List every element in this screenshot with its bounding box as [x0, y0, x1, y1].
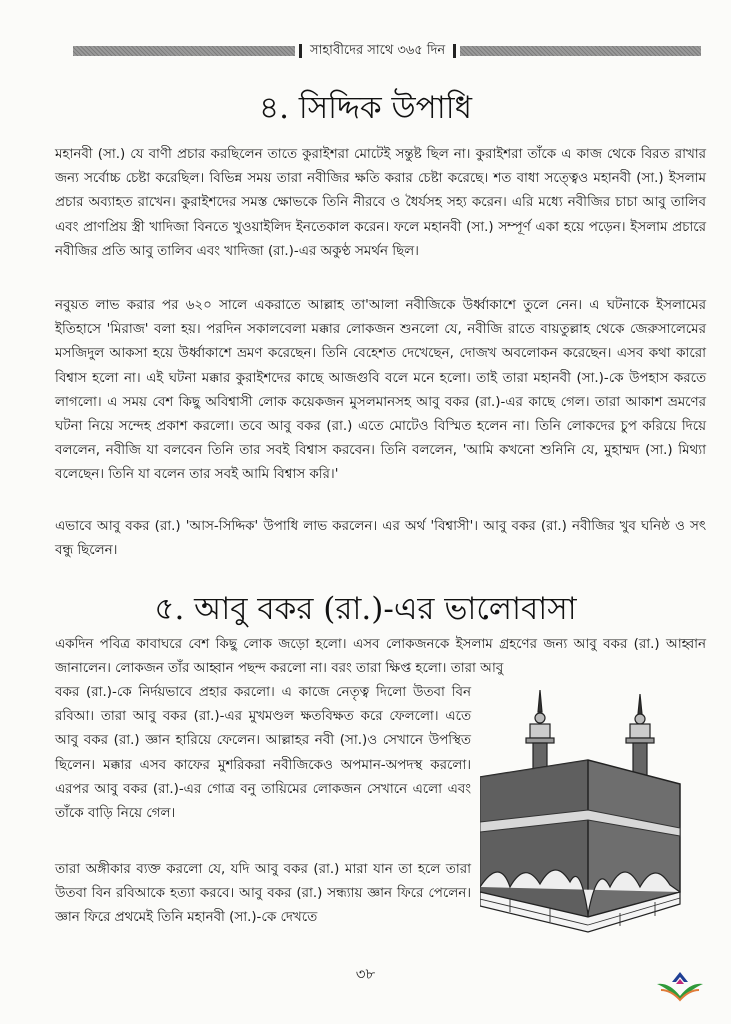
paragraph-wrapped: বকর (রা.)-কে নির্দয়ভাবে প্রহার করলো। এ কাজে নেতৃত্ব দিলো উতবা বিন রবিআ। তারা আবু বকর (রা.)-এর মুখমণ্ডল ক্ষতবিক্ষত করে ফেললো। এতে আবু বকর (রা.) জ্ঞান হারিয়ে ফেলেন। আল্লাহর নবী (সা.)ও সেখানে উপস্থিত ছিলেন। মক্কার এসব কাফের মুশরিকরা নবীজিকেও অপমান-অপদস্থ করলো। এরপর আবু বকর (রা.)-এর গোত্র বনু তায়িমের লোকজন সেখানে এলো এবং তাঁকে বাড়ি নিয়ে গেল।: [55, 685, 471, 822]
publisher-logo: [655, 970, 705, 1002]
section-heading-love: ৫. আবু বকর (রা.)-এর ভালোবাসা: [154, 591, 577, 627]
running-header-title: সাহাবীদের সাথে ৩৬৫ দিন: [310, 42, 446, 58]
paragraph: একদিন পবিত্র কাবাঘরে বেশ কিছু লোক জড়ো হলো। এসব লোকজনকে ইসলাম গ্রহণের জন্য আবু বকর (রা.) আহ্বান জানালেন। লোকজন তাঁর আহ্বান পছন্দ করলো না। বরং তারা ক্ষিপ্ত হলো। তারা আবু: [55, 637, 706, 677]
header-separator: [299, 44, 302, 58]
minaret-left: [526, 690, 554, 775]
header-separator: [453, 44, 456, 58]
header-rule-right: [460, 46, 701, 56]
running-header: [73, 42, 701, 60]
section-heading-siddiq: ৪. সিদ্দিক উপাধি: [259, 90, 472, 126]
page-number: ৩৮: [355, 965, 376, 983]
paragraph: নবুয়ত লাভ করার পর ৬২০ সালে একরাতে আল্লাহ তা'আলা নবীজিকে উর্ধ্বাকাশে তুলে নেন। এ ঘটনাকে ইসলামের ইতিহাসে 'মিরাজ' বলা হয়। পরদিন সকালবেলা মক্কার লোকজন শুনলো যে, নবীজি রাতে বায়তুল্লাহ থেকে জেরুসালেমের মসজিদুল আকসা হয়ে উর্ধ্বাকাশে ভ্রমণ করেছেন। তিনি বেহেশত দেখেছেন, দোজখ অবলোকন করেছেন। এসব কথা কারো বিশ্বাস হলো না। এই ঘটনা মক্কার কুরাইশদের কাছে আজগুবি বলে মনে হলো। তাই তারা মহানবী (সা.)-কে উপহাস করতে লাগলো। এ সময় বেশ কিছু অবিশ্বাসী লোক কয়েকজন মুসলমানসহ আবু বকর (রা.)-এর কাছে গেল। তারা আকাশ ভ্রমণের ঘটনা নিয়ে সন্দেহ প্রকাশ করলো। তবে আবু বকর (রা.) এতে মোটেও বিস্মিত হলেন না। তিনি লোকদের চুপ করিয়ে দিয়ে বললেন, নবীজি যা বলবেন তিনি তার সবই বিশ্বাস করবেন। তিনি বললেন, 'আমি কখনো শুনিনি যে, মুহাম্মদ (সা.) মিথ্যা বলেছেন। তিনি যা বলেন তার সবই আমি বিশ্বাস করি।': [55, 298, 706, 483]
paragraph: এভাবে আবু বকর (রা.) 'আস-সিদ্দিক' উপাধি লাভ করলেন। এর অর্থ 'বিশ্বাসী'। আবু বকর (রা.) নবীজির খুব ঘনিষ্ঠ ও সৎ বন্ধু ছিলেন।: [55, 519, 706, 559]
kaaba-illustration: [480, 682, 712, 937]
paragraph: তারা অঙ্গীকার ব্যক্ত করলো যে, যদি আবু বকর (রা.) মারা যান তা হলে তারা উতবা বিন রবিআকে হত্যা করবে। আবু বকর (রা.) সন্ধ্যায় জ্ঞান ফিরে পেলেন। জ্ঞান ফিরে প্রথমেই তিনি মহানবী (সা.)-কে দেখতে: [55, 862, 471, 926]
minaret-right: [626, 694, 654, 779]
header-rule-left: [73, 46, 295, 56]
paragraph: মহানবী (সা.) যে বাণী প্রচার করছিলেন তাতে কুরাইশরা মোটেই সন্তুষ্ট ছিল না। কুরাইশরা তাঁকে এ কাজ থেকে বিরত রাখার জন্য সর্বোচ্চ চেষ্টা করেছিল। বিভিন্ন সময় তারা নবীজির ক্ষতি করার চেষ্টা করেছে। শত বাধা সত্ত্বেও মহানবী (সা.) ইসলাম প্রচার অব্যাহত রাখেন। কুরাইশদের সমস্ত ক্ষোভকে তিনি নীরবে ও ধৈর্যসহ সহ্য করেন। এরি মধ্যে নবীজির চাচা আবু তালিব এবং প্রাণপ্রিয় স্ত্রী খাদিজা বিনতে খুওয়াইলিদ ইনতেকাল করেন। ফলে মহানবী (সা.) সম্পূর্ণ একা হয়ে পড়েন। ইসলাম প্রচারে নবীজির প্রতি আবু তালিব এবং খাদিজা (রা.)-এর অকুণ্ঠ সমর্থন ছিল।: [55, 147, 706, 259]
